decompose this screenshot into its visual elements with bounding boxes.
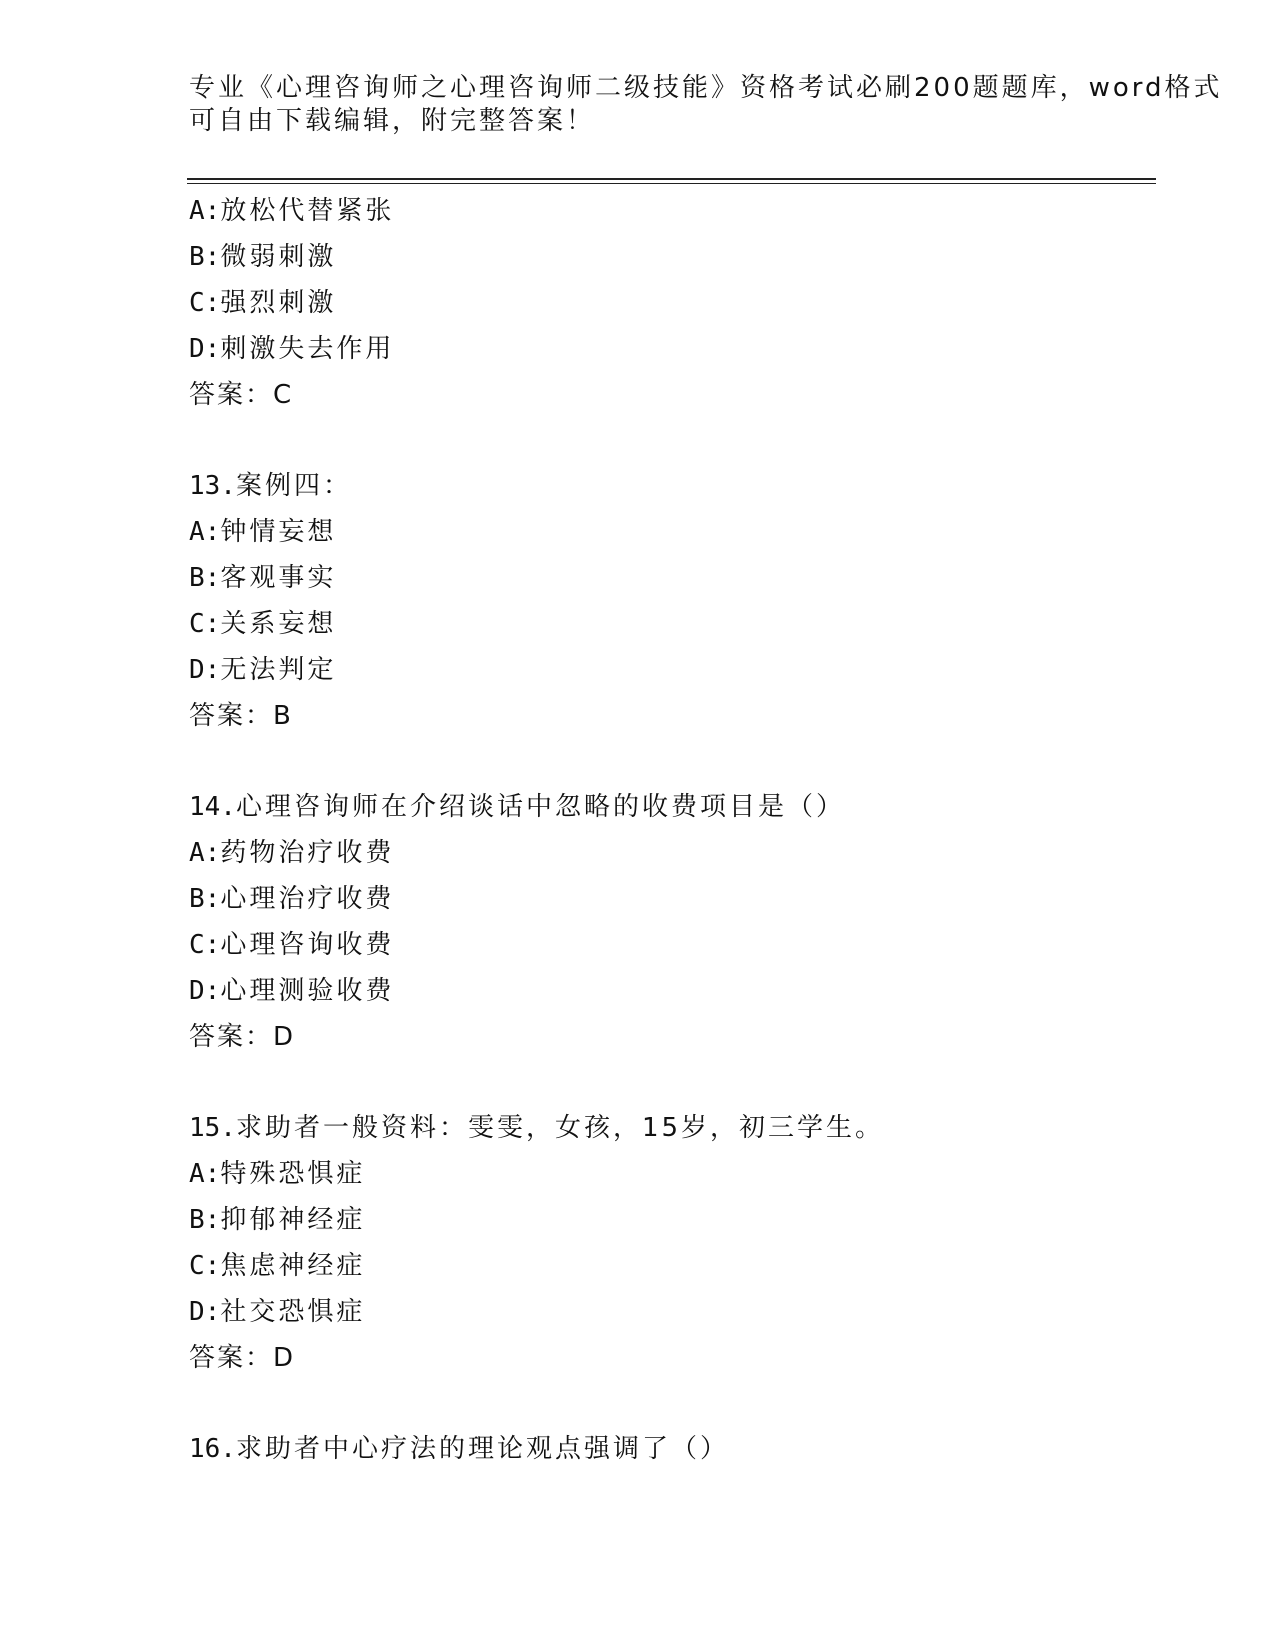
option-a: A:钟情妄想	[189, 517, 337, 547]
answer-line: 答案：C	[189, 380, 292, 410]
answer-line: 答案：D	[189, 1022, 294, 1052]
option-d: D:刺激失去作用	[189, 334, 395, 364]
option-c: C:强烈刺激	[189, 288, 337, 318]
answer-line: 答案：B	[189, 701, 291, 731]
question-14: 14.心理咨询师在介绍谈话中忽略的收费项目是（）	[189, 792, 845, 822]
option-c: C:关系妄想	[189, 609, 337, 639]
question-15: 15.求助者一般资料：雯雯，女孩，15岁，初三学生。	[189, 1113, 885, 1143]
header-line-2: 可自由下载编辑，附完整答案！	[189, 106, 596, 136]
option-b: B:客观事实	[189, 563, 337, 593]
option-d: D:无法判定	[189, 655, 337, 685]
option-d: D:社交恐惧症	[189, 1297, 366, 1327]
option-a: A:特殊恐惧症	[189, 1159, 366, 1189]
header-divider-thin	[187, 183, 1156, 184]
question-list	[189, 188, 1149, 1472]
option-a: A:放松代替紧张	[189, 196, 395, 226]
option-b: B:抑郁神经症	[189, 1205, 366, 1235]
option-d: D:心理测验收费	[189, 976, 395, 1006]
document-header	[189, 72, 1223, 138]
option-b: B:微弱刺激	[189, 242, 337, 272]
question-13: 13.案例四：	[189, 471, 352, 501]
header-divider-thick	[187, 178, 1156, 180]
option-b: B:心理治疗收费	[189, 884, 395, 914]
question-16: 16.求助者中心疗法的理论观点强调了（）	[189, 1434, 729, 1464]
option-c: C:焦虑神经症	[189, 1251, 366, 1281]
header-line-1: 专业《心理咨询师之心理咨询师二级技能》资格考试必刷200题题库，word格式	[189, 73, 1223, 103]
option-c: C:心理咨询收费	[189, 930, 395, 960]
option-a: A:药物治疗收费	[189, 838, 395, 868]
answer-line: 答案：D	[189, 1343, 294, 1373]
